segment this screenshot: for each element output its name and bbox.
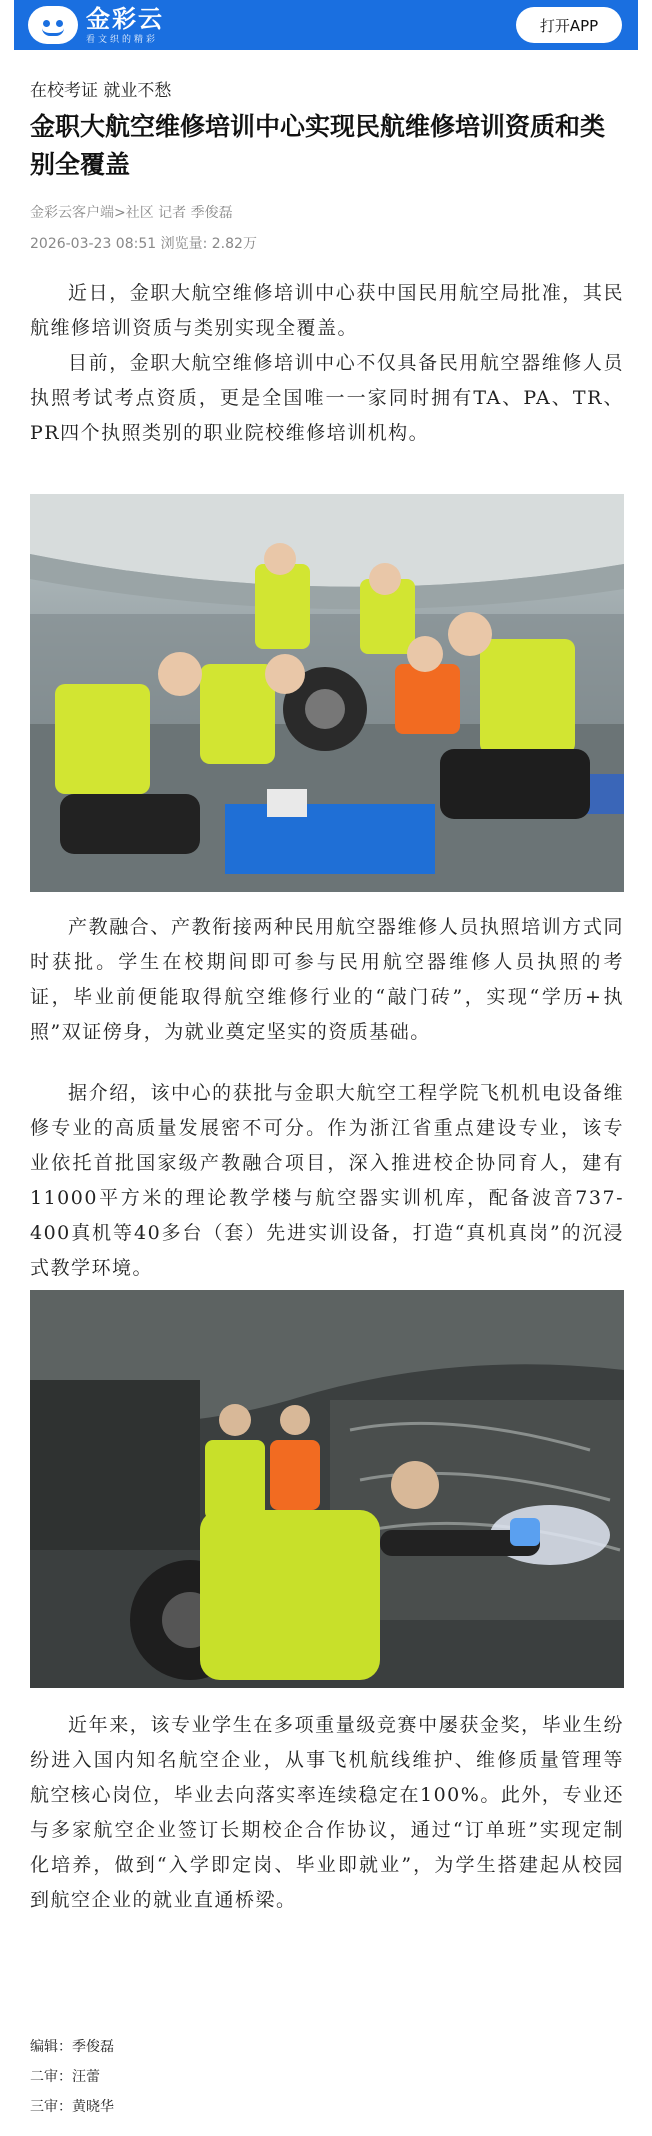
paragraph: 近年来，该专业学生在多项重量级竞赛中屡获金奖，毕业生纷纷进入国内知名航空企业，从事飞机航线维护、维修质量管理等航空核心岗位，毕业去向落实率连续稳定在100%。此外，专业还与多家航空企业签订长期校企合作协议，通过“订单班”实现定制化培养，做到“入学即定岗、毕业即就业”，为学生搭建起从校园到航空企业的就业直通桥梁。 — [30, 1714, 624, 1911]
training-photo-engine — [30, 1290, 624, 1688]
article-source: 金彩云客户端>社区 记者 季俊磊 — [30, 205, 233, 221]
article-title: 金职大航空维修培训中心实现民航维修培训资质和类别全覆盖 — [30, 112, 606, 179]
paragraph: 产教融合、产教衔接两种民用航空器维修人员执照培训方式同时获批。学生在校期间即可参与民用航空器维修人员执照的考证，毕业前便能取得航空维修行业的“敲门砖”，实现“学历+执照”双证傍身，为就业奠定坚实的资质基础。 — [30, 916, 624, 1043]
open-app-button[interactable]: 打开APP — [516, 7, 622, 43]
credit-third-review: 三审：黄晓华 — [30, 2099, 114, 2115]
paragraph: 目前，金职大航空维修培训中心不仅具备民用航空器维修人员执照考试考点资质，更是全国唯一一家同时拥有TA、PA、TR、PR四个执照类别的职业院校维修培训机构。 — [30, 352, 624, 444]
credit-second-review: 二审：汪蕾 — [30, 2069, 100, 2085]
paragraph: 据介绍，该中心的获批与金职大航空工程学院飞机机电设备维修专业的高质量发展密不可分。作为浙江省重点建设专业，该专业依托首批国家级产教融合项目，深入推进校企协同育人，建有11000平方米的理论教学楼与航空器实训机库，配备波音737-400真机等40多台（套）先进实训设备，打造“真机真岗”的沉浸式教学环境。 — [30, 1082, 624, 1279]
brand-name: 金彩云 — [86, 4, 164, 33]
training-photo-wheel — [30, 494, 624, 892]
article-kicker: 在校考证 就业不愁 — [30, 81, 172, 101]
top-bar — [14, 0, 638, 50]
paragraph: 近日，金职大航空维修培训中心获中国民用航空局批准，其民航维修培训资质与类别实现全覆盖。 — [30, 282, 624, 339]
article-date-views: 2026-03-23 08:51 浏览量: 2.82万 — [30, 236, 257, 252]
brand-logo[interactable] — [28, 6, 164, 45]
brand-slogan: 看文织的精彩 — [86, 34, 159, 45]
credit-editor: 编辑：季俊磊 — [30, 2039, 114, 2055]
cloud-face-icon — [28, 6, 78, 44]
